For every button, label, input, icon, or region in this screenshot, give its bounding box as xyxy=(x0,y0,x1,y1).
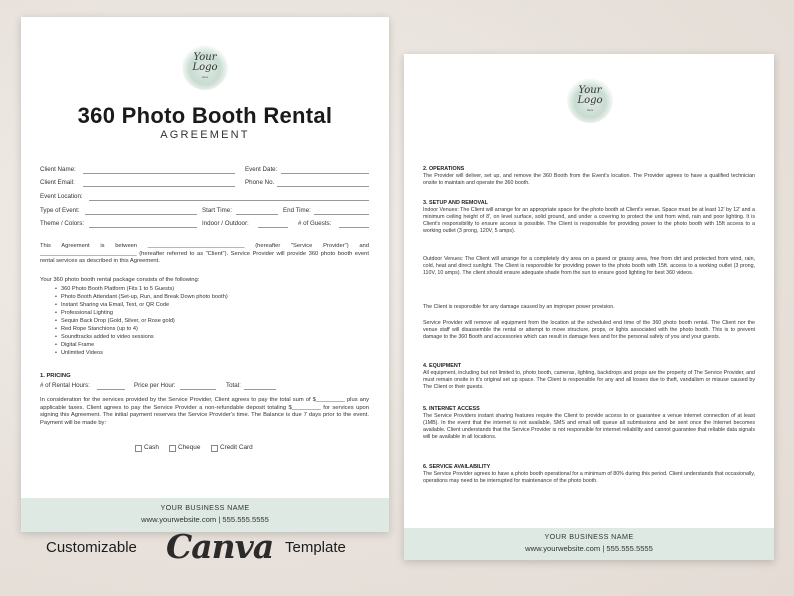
phone-no-line[interactable] xyxy=(277,186,369,187)
canva-brand: Canva xyxy=(166,527,274,566)
client-name-label: Client Name: xyxy=(40,166,76,173)
client-name-line[interactable] xyxy=(83,173,235,174)
footer-contact: www.yourwebsite.com | 555.555.5555 xyxy=(141,515,269,524)
setup-removal-text: Service Provider will remove all equipment from the location at the scheduled end time of the 360 photo booth rental. The Client nor the venue staff will disassemble the rental or attempt to move structure, props, or lights associated with the photo booth. This is to prevent damage to the 360 Booth and accessories which can result in damage fees and for the personal safety of you and your guests. xyxy=(423,320,755,340)
package-intro: Your 360 photo booth rental package consists of the following: xyxy=(40,277,200,283)
footer-business-name: YOUR BUSINESS NAME xyxy=(160,503,250,512)
pricing-text: In consideration for the services provided by the Service Provider, Client agrees to pay the total sum of $_________ plus any applicable taxes. Client agrees to pay the Service Provider a non-refundable deposit totaling $_________ for services upon signing this Agreement. The initial payment reserves the Service Provider's time. The Balance is due 7 days prior to the event. Payment will be made by: xyxy=(40,397,369,426)
page-title: 360 Photo Booth Rental xyxy=(77,103,333,128)
start-time-label: Start Time: xyxy=(202,207,232,214)
agreement-page-1 xyxy=(21,17,389,532)
event-location-label: Event Location: xyxy=(40,193,83,200)
event-date-label: Event Date: xyxy=(245,166,278,173)
package-item: • Red Rope Stanchions (up to 4) xyxy=(61,326,138,332)
end-time-line[interactable] xyxy=(314,214,369,215)
total-line[interactable] xyxy=(244,389,276,390)
rental-hours-label: # of Rental Hours: xyxy=(40,382,90,389)
cheque-checkbox[interactable] xyxy=(169,445,176,452)
package-item: • Photo Booth Attendant (Set-up, Run, and Break Down photo booth) xyxy=(61,294,228,300)
setup-outdoor-text: Outdoor Venues: The Client will arrange for a completely dry area on a paved or grassy area, free from dirt and protected from wind, rain, cold, heat and direct sunlight. The Client is responsible for providing power to the photo booth with 15ft. access to a working outlet (3 prong, 110V, 10 amps). The client should ensure adequate shade from the sun to ensure good lighting for best 360 videos. xyxy=(423,256,755,276)
agreement-page-2 xyxy=(404,54,774,560)
end-time-label: End Time: xyxy=(283,207,311,214)
logo-placeholder xyxy=(182,44,228,90)
package-item: • Sequin Back Drop (Gold, Silver, or Rose gold) xyxy=(61,318,175,324)
setup-power-text: The Client is responsible for any damage caused by an improper power provision. xyxy=(423,304,615,310)
price-per-hour-label: Price per Hour: xyxy=(134,382,176,389)
equipment-heading: 4. EQUIPMENT xyxy=(423,363,462,369)
type-of-event-line[interactable] xyxy=(85,214,197,215)
client-email-label: Client Email: xyxy=(40,179,75,186)
package-item: • 360 Photo Booth Platform (Fits 1 to 5 Guests) xyxy=(61,286,174,292)
type-of-event-label: Type of Event: xyxy=(40,207,80,214)
logo-text: Your Logo xyxy=(192,52,218,73)
credit-card-option: Credit Card xyxy=(220,444,253,451)
operations-text: The Provider will deliver, set up, and remove the 360 Booth from the Event's location. The Provider agrees to have a qualified technician onsite to maintain and operate the 360 booth. xyxy=(423,173,755,186)
footer-bar xyxy=(404,528,774,560)
credit-card-checkbox[interactable] xyxy=(211,445,218,452)
agreement-intro-text: This Agreement is between ______________________________ (hereafter "Service Provider") and ______________________________ (hereafter referred to as "Client"). Service Provider will provide 360 photo booth event rental services as described in this Agreement. xyxy=(40,243,369,265)
operations-heading: 2. OPERATIONS xyxy=(423,166,465,172)
event-location-line[interactable] xyxy=(89,200,369,201)
package-item: • Soundtracks added to video sessions xyxy=(61,334,154,340)
package-item: • Digital Frame xyxy=(61,342,94,348)
pricing-heading: 1. PRICING xyxy=(40,373,71,379)
theme-colors-line[interactable] xyxy=(89,227,197,228)
availability-text: The Service Provider agrees to have a photo booth operational for a minimum of 80% during this period. Client understands that occasionally, operations may need to be interrupted for maintenance of the photo booth. xyxy=(423,471,755,484)
equipment-text: All equipment, including but not limited to, photo booth, cameras, lighting, backdrops and props are the property of The Service Provider, and must remain onsite in it's original set up space. The Client is responsible for any and all losses due to theft, vandalism or misuse caused by The Client or their guests. xyxy=(423,370,755,390)
client-email-line[interactable] xyxy=(83,186,235,187)
indoor-outdoor-line[interactable] xyxy=(258,227,288,228)
package-item: • Unlimited Videos xyxy=(61,350,103,356)
page-subtitle: AGREEMENT xyxy=(160,129,250,141)
package-item: • Instant Sharing via Email, Text, or QR Code xyxy=(61,302,169,308)
phone-no-label: Phone No. xyxy=(245,179,275,186)
rental-hours-line[interactable] xyxy=(97,389,125,390)
availability-heading: 6. SERVICE AVAILABILITY xyxy=(423,464,491,470)
caption-right: Template xyxy=(285,539,346,556)
setup-heading: 3. SETUP AND REMOVAL xyxy=(423,200,488,206)
logo-subtext: Here xyxy=(201,75,209,79)
num-guests-label: # of Guests: xyxy=(298,220,332,227)
footer-contact: www.yourwebsite.com | 555.555.5555 xyxy=(525,544,653,553)
caption-left: Customizable xyxy=(46,539,137,556)
num-guests-line[interactable] xyxy=(339,227,369,228)
internet-text: The Service Providers instant sharing features require the Client to provide access to or guarantee a venue internet connection of at least (1MB). In the event that the internet is not available, SMS and email will queue all submissions and be sent once the Internet becomes available. Client understands that the Service Provider is not responsible for internet reliability and cannot guarantee that reliable data signals will be available in all locations. xyxy=(423,413,755,440)
event-date-line[interactable] xyxy=(281,173,369,174)
setup-indoor-text: Indoor Venues: The Client will arrange for an appropriate space for the photo booth at Client's venue. Space must be at least 12' by 12' and a minimum ceiling height of 8', on level surface, solid ground, and under a covering to protect the unit from wind, rain and poor lighting. It is Client's responsibility to ensure access is possible. The Client is responsible for providing power to the photo booth with 15ft access to a working outlet (3 prong, 120V, 5 amps). xyxy=(423,207,755,234)
footer-business-name: YOUR BUSINESS NAME xyxy=(544,532,634,541)
logo-text: Your Logo xyxy=(577,85,603,106)
theme-colors-label: Theme / Colors: xyxy=(40,220,85,227)
logo-subtext: Here xyxy=(586,108,594,112)
cheque-option: Cheque xyxy=(178,444,201,451)
logo-placeholder xyxy=(567,77,613,123)
start-time-line[interactable] xyxy=(236,214,278,215)
cash-option: Cash xyxy=(144,444,159,451)
package-item: • Professional Lighting xyxy=(61,310,113,316)
internet-heading: 5. INTERNET ACCESS xyxy=(423,406,480,412)
cash-checkbox[interactable] xyxy=(135,445,142,452)
price-per-hour-line[interactable] xyxy=(180,389,216,390)
indoor-outdoor-label: Indoor / Outdoor: xyxy=(202,220,249,227)
total-label: Total: xyxy=(226,382,241,389)
